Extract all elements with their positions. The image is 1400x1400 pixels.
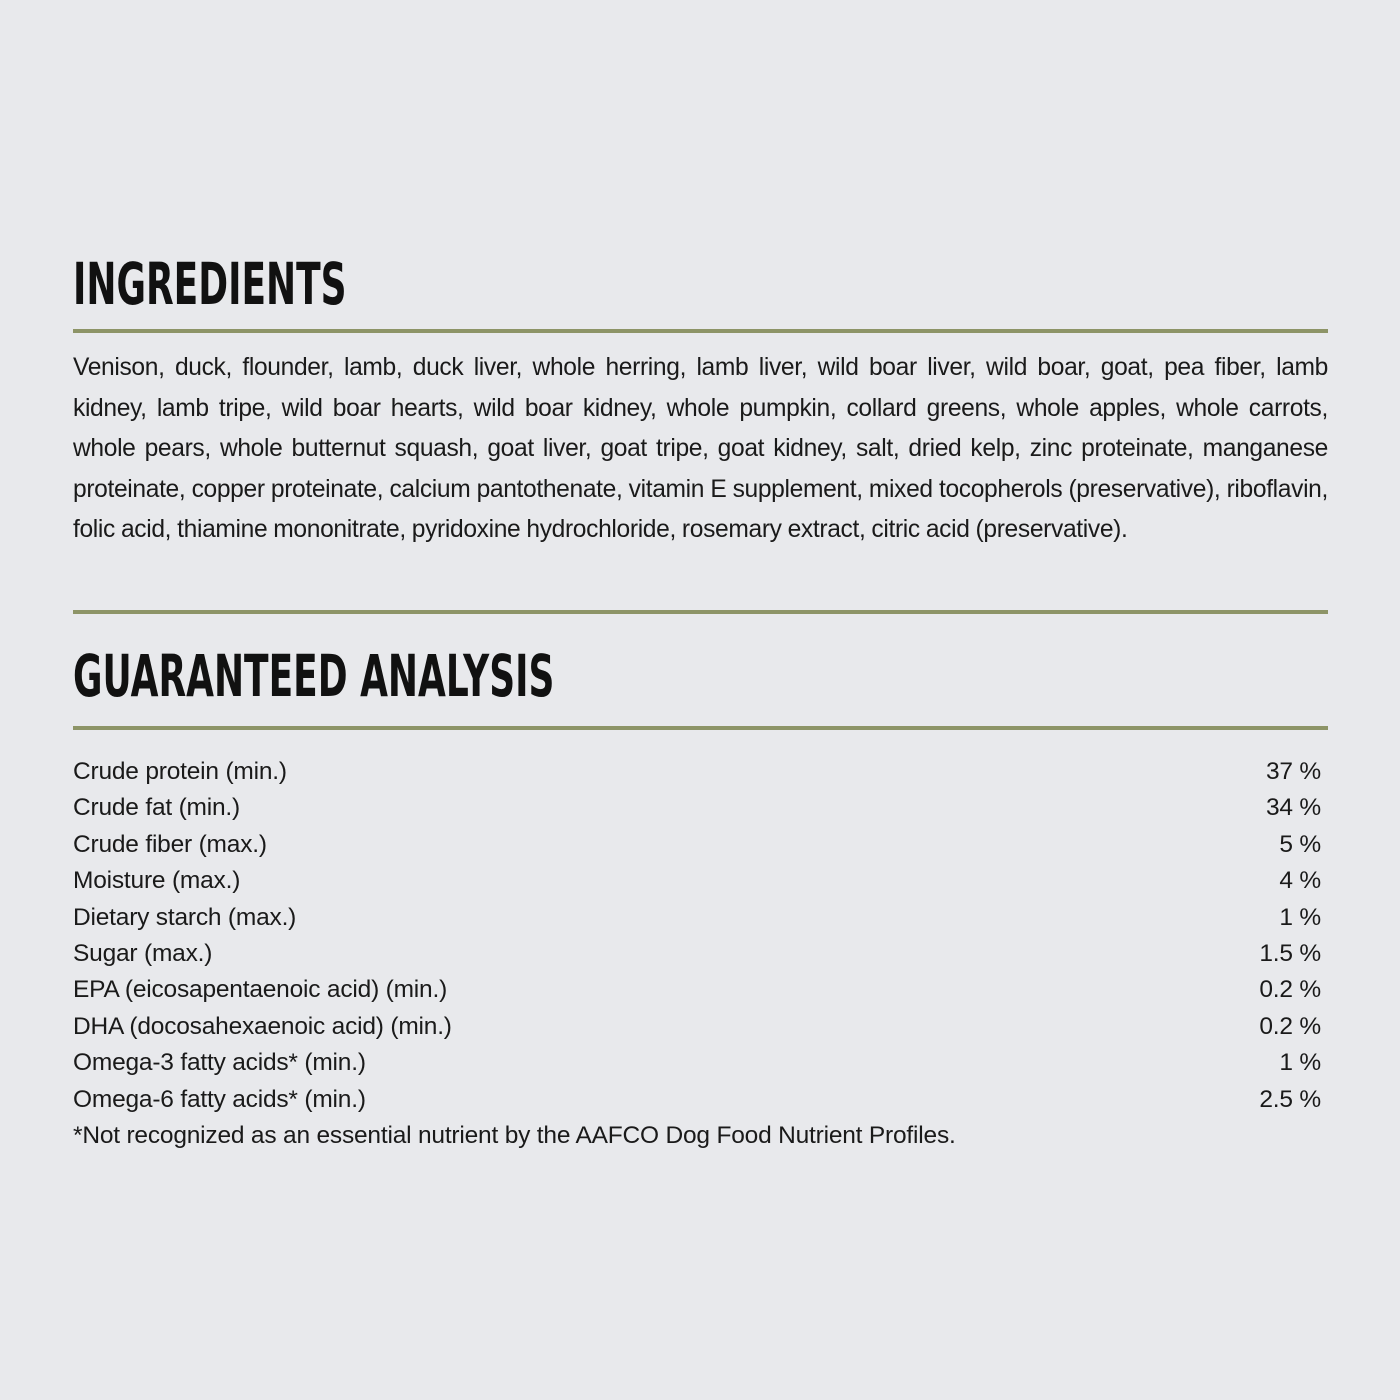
analysis-value: 0.2 % [1259,1012,1321,1040]
analysis-label: Moisture (max.) [73,867,241,895]
analysis-value: 0.2 % [1259,976,1321,1004]
analysis-row-crude-fat [73,790,1321,826]
ingredients-list: Venison, duck, flounder, lamb, duck liver, whole herring, lamb liver, wild boar liver, wild boar, goat, pea fiber, lamb kidney, lamb tripe, wild boar hearts, wild boar kidney, whole pumpkin, collard greens, whole apples, whole carrots, whole pears, whole butternut squash, goat liver, goat tripe, goat kidney, salt, dried kelp, zinc proteinate, manganese proteinate, copper proteinate, calcium pantothenate, vitamin E supplement, mixed tocopherols (preservative), riboflavin, folic acid, thiamine mononitrate, pyridoxine hydrochloride, rosemary extract, citric acid (preservative). [73,354,1328,544]
aafco-footnote: *Not recognized as an essential nutrient by the AAFCO Dog Food Nutrient Profiles. [73,1122,956,1149]
analysis-value: 1 % [1279,903,1321,931]
analysis-row-sugar [73,936,1321,972]
analysis-row-omega-3 [73,1045,1321,1081]
guaranteed-analysis-heading: GUARANTEED ANALYSIS [73,642,555,710]
analysis-label: Omega-3 fatty acids* (min.) [73,1049,366,1077]
nutrition-panel [73,0,1328,1400]
analysis-table [73,754,1321,1118]
analysis-value: 2.5 % [1259,1085,1321,1113]
analysis-label: DHA (docosahexaenoic acid) (min.) [73,1012,452,1040]
analysis-value: 1.5 % [1259,939,1321,967]
analysis-label: Crude fiber (max.) [73,830,267,858]
analysis-value: 34 % [1265,794,1321,822]
analysis-label: Crude protein (min.) [73,758,287,785]
ingredients-divider-top [73,329,1328,333]
analysis-row-crude-fiber [73,827,1321,863]
analysis-divider [73,726,1328,730]
analysis-value: 5 % [1279,830,1321,858]
analysis-label: EPA (eicosapentaenoic acid) (min.) [73,976,448,1004]
analysis-row-epa [73,972,1321,1008]
analysis-value: 37 % [1265,758,1321,785]
analysis-row-omega-6 [73,1082,1321,1118]
analysis-row-crude-protein [73,754,1321,790]
ingredients-heading: INGREDIENTS [73,250,347,318]
analysis-label: Crude fat (min.) [73,794,240,822]
analysis-label: Dietary starch (max.) [73,903,297,931]
analysis-value: 4 % [1279,867,1321,895]
analysis-label: Sugar (max.) [73,939,213,967]
analysis-row-dietary-starch [73,900,1321,936]
analysis-value: 1 % [1279,1049,1321,1077]
analysis-row-dha [73,1009,1321,1045]
analysis-row-moisture [73,863,1321,899]
ingredients-divider-bottom [73,610,1328,614]
analysis-label: Omega-6 fatty acids* (min.) [73,1085,366,1113]
